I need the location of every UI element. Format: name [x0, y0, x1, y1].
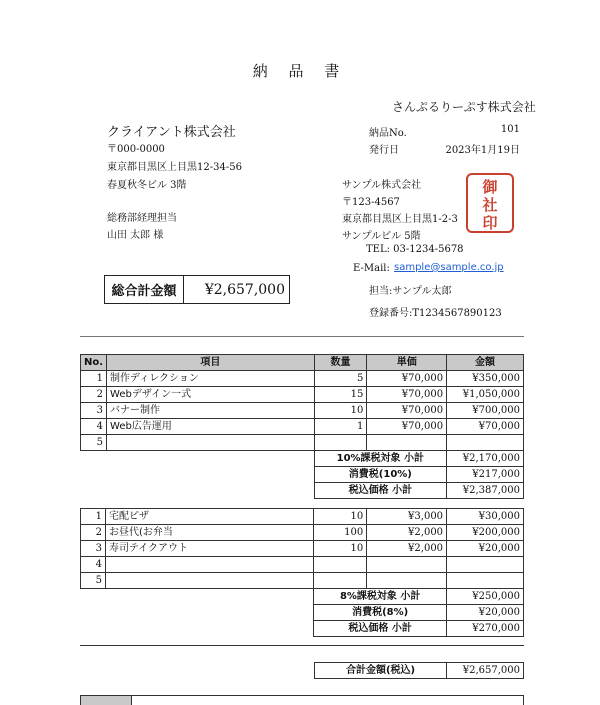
row-unit: ¥70,000 — [367, 387, 447, 403]
subtotal-row — [81, 589, 524, 605]
row-qty — [314, 557, 367, 573]
row-no: 5 — [81, 573, 106, 589]
taxincl-value: ¥270,000 — [447, 621, 524, 637]
subtotal-label: 10%課税対象 小計 — [314, 451, 446, 467]
row-unit — [367, 573, 447, 589]
doc-date-label: 発行日 — [369, 145, 399, 156]
client-name: クライアント株式会社 — [107, 125, 236, 140]
divider-line — [80, 336, 524, 337]
grand-total-label: 合計金額(税込) — [315, 663, 447, 679]
client-department: 総務部経理担当 — [107, 213, 177, 224]
row-no: 1 — [81, 371, 107, 387]
header-item: 項目 — [107, 355, 315, 371]
row-no: 5 — [81, 435, 107, 451]
client-person: 山田 太郎 様 — [107, 230, 164, 241]
row-unit: ¥70,000 — [367, 371, 447, 387]
row-amount: ¥350,000 — [447, 371, 524, 387]
taxincl-label: 税込価格 小計 — [314, 483, 446, 499]
row-no: 4 — [81, 419, 107, 435]
header-no: No. — [81, 355, 107, 371]
subtotal-value: ¥2,170,000 — [447, 451, 524, 467]
table-row — [81, 403, 524, 419]
table-row — [81, 371, 524, 387]
row-unit: ¥70,000 — [367, 403, 447, 419]
row-amount: ¥1,050,000 — [447, 387, 524, 403]
spacer — [81, 621, 314, 637]
table-row — [81, 419, 524, 435]
row-qty: 10 — [314, 403, 367, 419]
table-row — [81, 541, 524, 557]
subtotal-value: ¥250,000 — [447, 589, 524, 605]
spacer — [81, 467, 315, 483]
row-item: 制作ディレクション — [107, 371, 315, 387]
document-title: 納 品 書 — [252, 62, 348, 80]
grand-total-row — [315, 663, 524, 679]
issuer-address1: 東京都目黒区上目黒1-2-3 — [342, 214, 458, 225]
tax-value: ¥20,000 — [447, 605, 524, 621]
row-unit — [367, 557, 447, 573]
doc-no-label: 納品No. — [369, 128, 407, 139]
row-item: 寿司テイクアウト — [105, 541, 313, 557]
row-no: 3 — [81, 403, 107, 419]
row-amount: ¥30,000 — [447, 509, 524, 525]
client-address2: 春夏秋冬ビル 3階 — [107, 180, 187, 191]
tax-label: 消費税(8%) — [314, 605, 447, 621]
seal-char-1: 御 — [482, 178, 498, 196]
row-item: お昼代(お弁当 — [105, 525, 313, 541]
row-item: 宅配ピザ — [105, 509, 313, 525]
table-row — [81, 387, 524, 403]
row-item: バナー制作 — [107, 403, 315, 419]
grand-total-table — [314, 662, 524, 679]
total-amount-label: 総合計金額 — [105, 276, 184, 303]
row-unit: ¥70,000 — [367, 419, 447, 435]
issuer-email-label: E-Mail: — [353, 263, 390, 274]
row-no: 2 — [81, 387, 107, 403]
seal-char-2: 社 — [482, 196, 498, 214]
tax-row — [81, 467, 524, 483]
spacer — [81, 605, 314, 621]
row-no: 1 — [81, 509, 106, 525]
issuer-registration: 登録番号:T1234567890123 — [369, 308, 502, 319]
row-qty — [314, 573, 367, 589]
issuer-postal: 〒123-4567 — [342, 197, 400, 208]
row-no: 4 — [81, 557, 106, 573]
spacer — [81, 451, 315, 467]
doc-no-value: 101 — [500, 124, 520, 135]
row-qty: 15 — [314, 387, 367, 403]
tax-value: ¥217,000 — [447, 467, 524, 483]
subtotal-row — [81, 451, 524, 467]
row-qty: 10 — [314, 509, 367, 525]
taxincl-row — [81, 621, 524, 637]
tax-label: 消費税(10%) — [314, 467, 446, 483]
row-unit — [367, 435, 447, 451]
row-unit: ¥2,000 — [367, 525, 447, 541]
section-divider — [80, 645, 524, 646]
issuer-name: サンプル株式会社 — [342, 180, 422, 191]
row-item — [105, 557, 313, 573]
header-amount: 金額 — [447, 355, 524, 371]
seal-char-3: 印 — [482, 214, 498, 232]
subtotal-label: 8%課税対象 小計 — [314, 589, 447, 605]
issuer-contact: 担当:サンプル太郎 — [369, 286, 452, 297]
company-header: さんぷるりーぷす株式会社 — [392, 100, 536, 114]
row-no: 2 — [81, 525, 106, 541]
row-item — [107, 435, 315, 451]
row-no: 3 — [81, 541, 106, 557]
table-row — [81, 573, 524, 589]
header-qty: 数量 — [314, 355, 367, 371]
row-unit: ¥3,000 — [367, 509, 447, 525]
row-amount — [447, 557, 524, 573]
row-qty: 1 — [314, 419, 367, 435]
row-amount — [447, 435, 524, 451]
client-postal: 〒000-0000 — [107, 144, 165, 155]
row-qty: 5 — [314, 371, 367, 387]
table-row — [81, 509, 524, 525]
doc-date-value: 2023年1月19日 — [445, 145, 520, 156]
items-table-8 — [80, 508, 524, 637]
taxincl-value: ¥2,387,000 — [447, 483, 524, 499]
row-amount: ¥200,000 — [447, 525, 524, 541]
table-row — [81, 435, 524, 451]
row-amount: ¥70,000 — [447, 419, 524, 435]
spacer — [81, 589, 314, 605]
row-unit: ¥2,000 — [367, 541, 447, 557]
row-amount — [447, 573, 524, 589]
row-item: Webデザイン一式 — [107, 387, 315, 403]
issuer-email-link[interactable]: sample@sample.co.jp — [394, 262, 504, 273]
grand-total-value: ¥2,657,000 — [447, 663, 524, 679]
taxincl-label: 税込価格 小計 — [314, 621, 447, 637]
spacer — [81, 483, 315, 499]
issuer-address2: サンプルビル 5階 — [342, 231, 421, 242]
issuer-tel: TEL: 03-1234-5678 — [366, 244, 464, 255]
row-item — [105, 573, 313, 589]
client-address1: 東京都目黒区上目黒12-34-56 — [107, 162, 242, 173]
table-header-row — [81, 355, 524, 371]
row-amount: ¥20,000 — [447, 541, 524, 557]
table-row — [81, 557, 524, 573]
total-amount-value: ¥2,657,000 — [204, 281, 285, 298]
row-item: Web広告運用 — [107, 419, 315, 435]
company-seal — [466, 173, 514, 233]
row-qty: 100 — [314, 525, 367, 541]
header-unit: 単価 — [367, 355, 447, 371]
notes-box-header — [81, 696, 132, 705]
total-amount-box — [104, 275, 290, 304]
row-amount: ¥700,000 — [447, 403, 524, 419]
tax-row — [81, 605, 524, 621]
items-table-10 — [80, 354, 524, 499]
notes-box — [80, 695, 524, 705]
taxincl-row — [81, 483, 524, 499]
row-qty: 10 — [314, 541, 367, 557]
table-row — [81, 525, 524, 541]
row-qty — [314, 435, 367, 451]
